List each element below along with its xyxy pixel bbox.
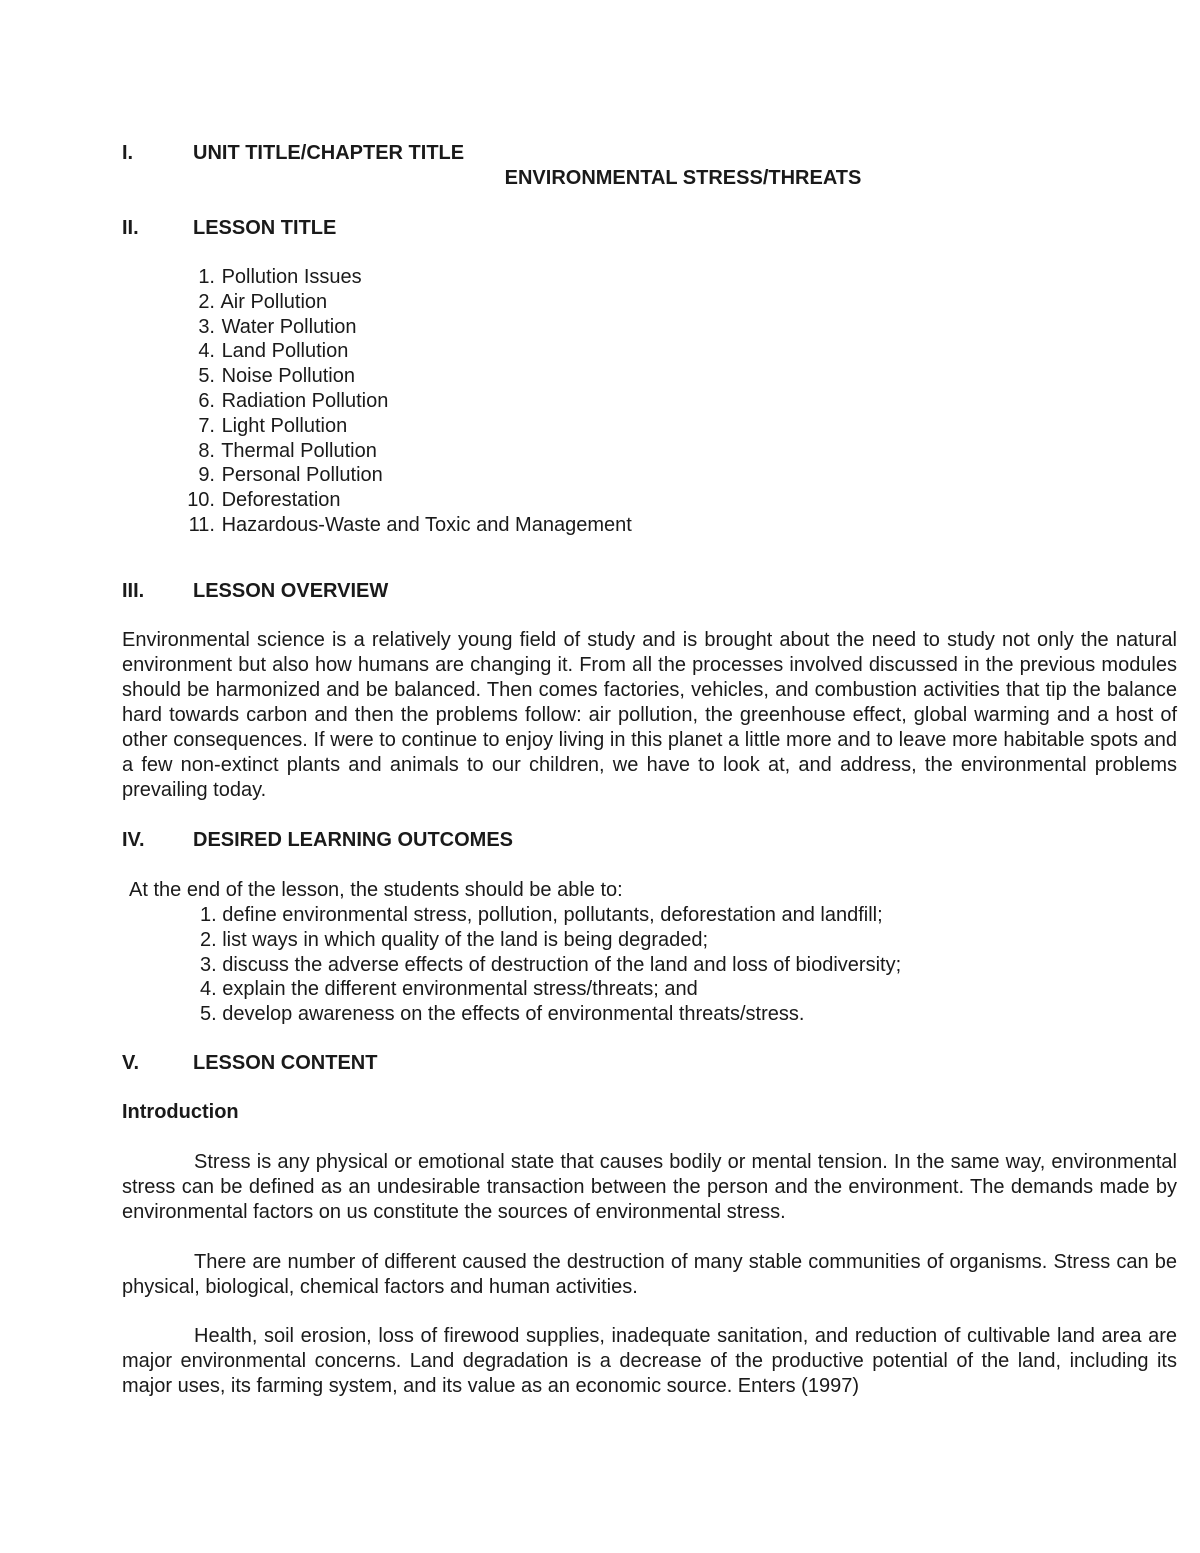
list-item: 2. Air Pollution [198,290,328,313]
list-item: 3. discuss the adverse effects of destruction of the land and loss of biodiversity; [200,953,902,976]
section-3-number: III. [122,580,145,602]
list-item: 4. Land Pollution [198,340,349,363]
list-item: 3. Water Pollution [198,315,357,338]
section-4-number: IV. [122,829,145,851]
list-item: 5. Noise Pollution [198,365,355,388]
outcomes-list [200,903,901,1027]
list-item: 7. Light Pollution [198,414,348,437]
list-item: 11. Hazardous-Waste and Toxic and Management [188,513,632,536]
list-item: 2. list ways in which quality of the land is being degraded; [200,928,709,951]
section-5-number: V. [122,1052,140,1074]
list-item: 9. Personal Pollution [198,464,383,487]
list-item: 8. Thermal Pollution [198,439,377,462]
section-3-title: LESSON OVERVIEW [193,580,389,602]
overview-paragraph: Environmental science is a relatively young field of study and is brought about the need to study not only the natural environment but also how humans are changing it. From all the processes involved discussed in the previous modules should be harmonized and be balanced. Then comes factories, vehicles, and combustion activities that tip the balance hard towards carbon and then the problems follow: air pollution, the greenhouse effect, global warming and a host of other consequences. If were to continue to enjoy living in this planet a little more and to leave more habitable spots and a few non-extinct plants and animals to our children, we have to look at, and address, the environmental problems prevailing today. [122,629,1177,801]
introduction-heading: Introduction [122,1101,239,1123]
list-item: 4. explain the different environmental stress/threats; and [200,978,698,1001]
outcomes-intro: At the end of the lesson, the students should be able to: [129,879,623,901]
section-1-title: UNIT TITLE/CHAPTER TITLE [193,142,465,164]
section-1-number: I. [122,142,134,164]
content-paragraph-1: Stress is any physical or emotional state that causes bodily or mental tension. In the same way, environmental stress can be defined as an undesirable transaction between the person and the environment. The demands made by environmental factors on us constitute the sources of environmental stress. [122,1151,1177,1223]
section-5-title: LESSON CONTENT [193,1052,378,1074]
content-paragraph-2: There are number of different caused the destruction of many stable communities of organisms. Stress can be physical, biological, chemical factors and human activities. [122,1251,1177,1298]
lesson-title-list [180,265,632,538]
section-2-number: II. [122,217,139,239]
section-2-title: LESSON TITLE [193,217,337,239]
list-item: 1. define environmental stress, pollution, pollutants, deforestation and landfill; [200,904,883,926]
chapter-subtitle: ENVIRONMENTAL STRESS/THREATS [504,167,862,189]
list-item: 6. Radiation Pollution [198,389,389,412]
content-paragraph-3: Health, soil erosion, loss of firewood supplies, inadequate sanitation, and reduction of cultivable land area are major environmental concerns. Land degradation is a decrease of the productive potential of the land, including its major uses, its farming system, and its value as an economic source. Enters (1997) [122,1325,1177,1397]
list-item: 10. Deforestation [187,489,341,512]
list-item: 1. Pollution Issues [198,266,362,288]
section-4-title: DESIRED LEARNING OUTCOMES [193,829,514,851]
list-item: 5. develop awareness on the effects of environmental threats/stress. [200,1003,805,1026]
